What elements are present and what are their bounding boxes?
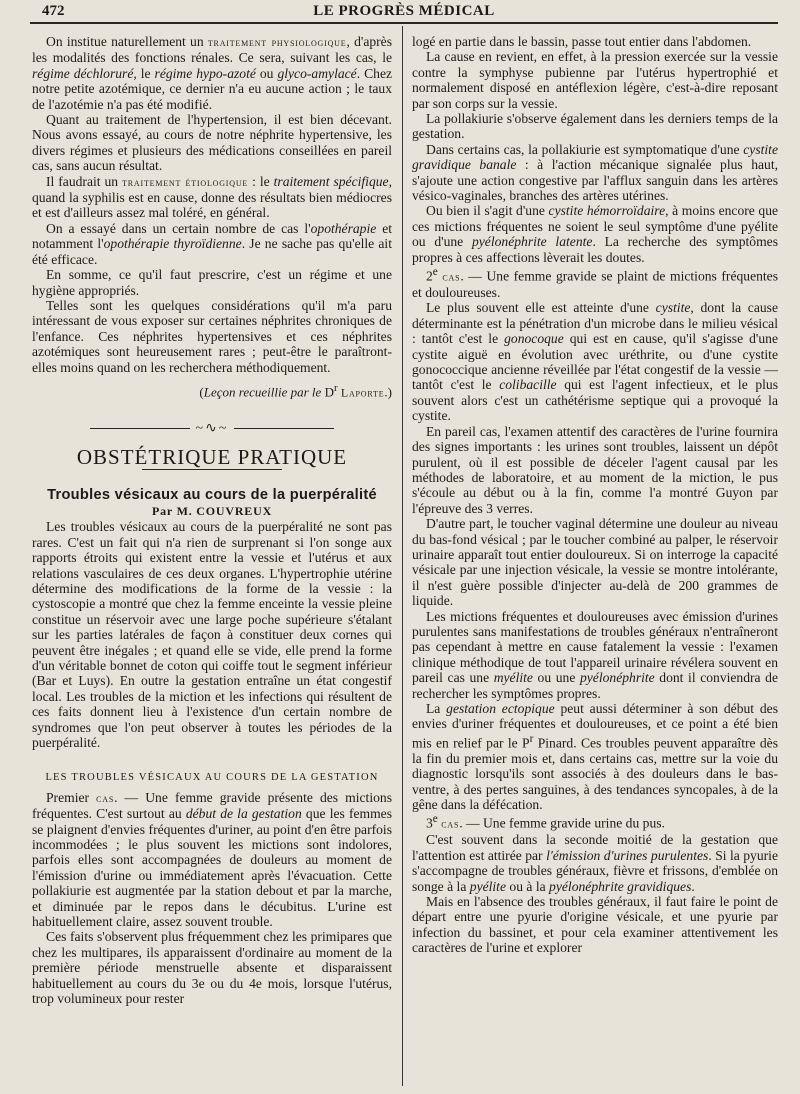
- paragraph-first-case: Premier cas. — Une femme gravide présente des mictions fréquentes. C'est surtout au début de la gestation que les femmes se plaignent d'envies fréquentes d'uriner, au point d'en être parfois incommodées ; le plus souvent les mictions sont indolores, parfois elles sont accompagnées de douleurs au moment de l'émission d'urine ou immédiatement après l'évacuation. Cette pollakiurie est augmentée par la station debout et par la marche, et diminuée par le repos dans le décubitus. L'urine est habituellement claire, assez souvent trouble.: [32, 789, 392, 930]
- paragraph-cystitis-banal: Dans certains cas, la pollakiurie est symptomatique d'une cystite gravidique banale : à l'action mécanique signalée plus haut, s'ajoute une action congestive par l'afflux sanguin dans les artères vésico-vaginales, branches des artères utérines.: [412, 141, 778, 204]
- paragraph-second-case: 2e cas. — Une femme gravide se plaint de mictions fréquentes et douloureuses.: [412, 266, 778, 301]
- paragraph-introduction: Les troubles vésicaux au cours de la puerpéralité ne sont pas rares. C'est un fait qui n'a rien de surprenant si l'on songe aux rapports étroits qui existent entre la vessie et l'utérus et aux relations vasculaires de ces deux organes. L'hypertrophie utérine détermine des modifications de la forme de la vessie : la cystoscopie a montré que chez la femme enceinte la vessie pleine constitue un réservoir avec une large poche supérieure s'étalant sur les parties latérales de façon à constituer deux cornes qui peuvent être inégales ; et quand elle se vide, elle prend la forme d'un véritable bonnet de coton qui coiffe tout le segment inférieur (Bar et Luys). En outre la gestation entraîne un état congestif local. Les troubles de la miction et les infections qui résultent de ces faits donnent lieu à l'existence d'un certain nombre de syndromes que l'on peut observer à toutes les périodes de la puerpéralité.: [32, 519, 392, 750]
- section-rule: [142, 469, 282, 470]
- section-heading: OBSTÉTRIQUE PRATIQUE: [76, 445, 348, 470]
- column-divider: [402, 26, 403, 1086]
- right-column: [412, 34, 778, 956]
- ornament-divider: ~∿~: [32, 421, 392, 436]
- paragraph-ectopic: La gestation ectopique peut aussi déterminer à son début des envies d'uriner fréquentes et douloureuses, et ce point a été bien mis en relief par le $P^r$ Pinard. Ces troubles peuvent apparaître dès la fin du premier mois et, dans certains cas, mettre sur la voie du diagnostic lorsqu'ils sont associés à des douleurs dans le bas-ventre, à des pertes sanguines, à des tendances syncopales, à de la gêne dans la défécation.: [412, 701, 778, 812]
- article-title: Troubles vésicaux au cours de la puerpéralité: [47, 487, 377, 504]
- paragraph-pyuria: C'est souvent dans la seconde moitié de la gestation que l'attention est attirée par l'émission d'urines purulentes. Si la pyurie s'accompagne de troubles généraux, fièvre et frissons, d'emblée on songe à la pyélite ou à la pyélonéphrite gravidiques.: [412, 832, 778, 894]
- paragraph-urine-exam: En pareil cas, l'examen attentif des caractères de l'urine fournira des signes importants : les urines sont troubles, laissent un dépôt purulent, où il est possible de déceler l'agent causal par les méthodes de laboratoire, et au moment de la miction, le pus s'écoule au début ou à la fin, comme l'a montré Guyon par l'épreuve des 3 verres.: [412, 423, 778, 516]
- paragraph-hemorrhoidal: Ou bien il s'agit d'une cystite hémorroïdaire, à moins encore que ces mictions fréquentes ne soient le seul symptôme d'une pyélite ou d'une pyélonéphrite latente. La recherche des symptômes propres à ces affections lèverait les doutes.: [412, 203, 779, 265]
- paragraph-third-case: 3e cas. — Une femme gravide urine du pus.: [426, 813, 665, 831]
- left-column: [32, 34, 392, 1006]
- paragraph-treatment-physiological: On institue naturellement un traitement physiologique, d'après les modalités des fonctions rénales. Ce sera, suivant les cas, le régime déchloruré, le régime hypo-azoté ou glyco-amylacé. Chez notre petite azotémique, ce dernier n'a eu aucune action ; le taux de l'azotémie n'a pas été modifié.: [32, 34, 393, 112]
- paragraph-cystitis-cause: Le plus souvent elle est atteinte d'une cystite, dont la cause déterminante est la pénétration d'un microbe dans le milieu vésical : tantôt c'est le gonocoque qui est en cause, qu'il s'agisse d'une cystite aiguë en évolution avec uréthrite, ou d'une cystite gonococcique ancienne réveillée par l'état congestif de la vessie — tantôt c'est le colibacille qui est l'agent infectieux, et le plus souvent alors c'est un cathétérisme septique qui a provoqué la cystite.: [412, 300, 779, 424]
- paragraph-cause: La cause en revient, en effet, à la pression exercée sur la vessie contre la symphyse pubienne par l'utérus hypertrophié et normalement disposé en antéflexion légère, c'est-à-dire reposant par son corps sur la vessie.: [412, 49, 778, 111]
- paragraph-summary: En somme, ce qu'il faut prescrire, c'est un régime et une hygiène appropriés.: [32, 267, 392, 298]
- paragraph-primipares: Ces faits s'observent plus fréquemment chez les primipares que chez les multipares, ils apparaissent d'ordinaire au moment de la première période menstruelle absente et disparaissent habituellement au cours du 3e ou du 4e mois, lorsque l'utérus, trop volumineux pour rester: [32, 929, 392, 1007]
- paragraph-purulent-urine: Les mictions fréquentes et douloureuses avec émission d'urines purulentes sans manifestations de troubles généraux n'entraîneront pas cependant à mettre en cause fatalement la vessie : l'examen clinique méthodique de tout l'appareil urinaire révélera souvent en pareil cas une myélite ou une pyélonéphrite dont il conviendra de rechercher les symptômes propres.: [412, 608, 778, 701]
- lecture-signature: (Leçon recueillie par le $D^r$ Laporte.): [199, 381, 392, 400]
- page-header: [30, 0, 778, 24]
- paragraph-vaginal-exam: D'autre part, le toucher vaginal détermine une douleur au niveau du bas-fond vésical ; par le toucher combiné au palper, le réservoir urinaire apparaît tout entier douloureux. Si on interroge la capacité vésicale par une injection vésicale, la vessie se montre intolérante, il n'est guère possible d'injecter au-delà de 200 grammes de liquide.: [412, 516, 778, 609]
- paragraph-hypertension: Quant au traitement de l'hypertension, il est bien décevant. Nous avons essayé, au cours de notre néphrite hypertensive, les divers régimes et plusieurs des médications conseillées en pareil cas, sans aucun résultat.: [32, 112, 392, 174]
- subsection-heading: LES TROUBLES VÉSICAUX AU COURS DE LA GESTATION: [45, 772, 379, 784]
- paragraph-treatment-etiological: Il faudrait un traitement étiologique : le traitement spécifique, quand la syphilis est en cause, donne des résultats bien médiocres et est d'ailleurs assez mal toléré, en général.: [32, 173, 392, 221]
- article-byline: Par M. COUVREUX: [151, 503, 273, 518]
- paragraph-absence-symptoms: Mais en l'absence des troubles généraux, il faut faire le point de départ entre une pyurie d'origine vésicale, et une pyurie par infection du bassinet, et pour cela examiner attentivement les caractères de l'urine et explorer: [412, 893, 778, 956]
- paragraph-late-pollakiuria: La pollakiurie s'observe également dans les derniers temps de la gestation.: [412, 111, 778, 142]
- page-number: 472: [42, 3, 65, 19]
- paragraph-conclusion: Telles sont les quelques considérations qu'il m'a paru intéressant de vous exposer sur certaines néphrites chroniques de l'enfance. Ces néphrites hypertensives et ces néphrites azotémiques sont heureusement rares ; peut-être le paraîtront-elles moins quand on les recherchera méthodiquement.: [32, 297, 392, 375]
- paragraph-opotherapy: On a essayé dans un certain nombre de cas l'opothérapie et notamment l'opothérapie thyroïdienne. Je ne sache pas qu'elle ait été efficace.: [32, 220, 392, 267]
- journal-title: LE PROGRÈS MÉDICAL: [313, 3, 495, 19]
- paragraph-continuation: logé en partie dans le bassin, passe tout entier dans l'abdomen.: [412, 34, 752, 49]
